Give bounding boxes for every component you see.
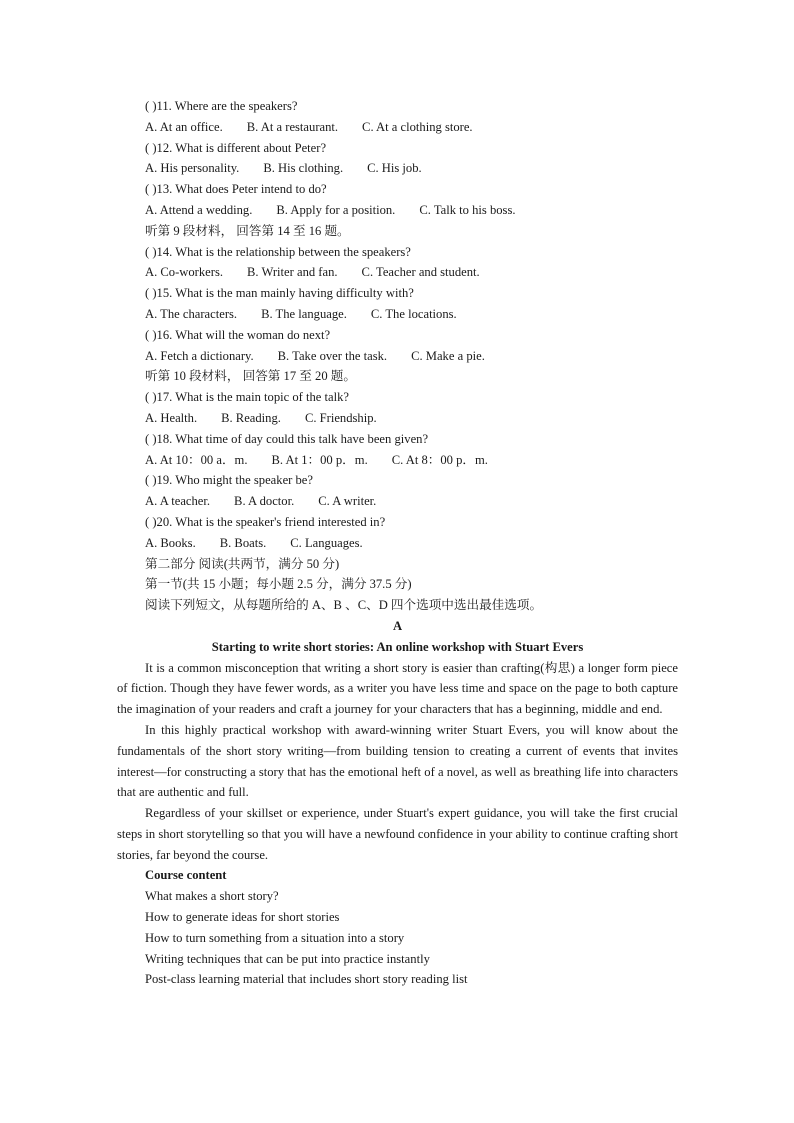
section-9-heading: 听第 9 段材料， 回答第 14 至 16 题。 [145, 223, 350, 238]
option-b: B. Boats. [219, 535, 267, 550]
list-item: What makes a short story? [145, 889, 279, 904]
question-options [117, 533, 678, 554]
list-item: Writing techniques that can be put into practice instantly [145, 951, 430, 966]
option-c: C. At a clothing store. [362, 119, 473, 134]
question-14 [117, 242, 678, 284]
question-stem: ( )13. What does Peter intend to do? [145, 182, 327, 197]
question-stem: ( )19. Who might the speaker be? [145, 473, 313, 488]
option-c: C. A writer. [318, 494, 377, 509]
question-19 [117, 470, 678, 512]
option-a: A. Fetch a dictionary. [145, 348, 254, 363]
course-content-list [117, 886, 678, 990]
passage-letter: A [392, 618, 403, 633]
option-c: C. The locations. [370, 306, 457, 321]
question-13 [117, 179, 678, 221]
question-11 [117, 96, 678, 138]
option-b: B. Writer and fan. [247, 265, 338, 280]
question-options [117, 262, 678, 283]
option-b: B. At 1：00 p．m. [271, 452, 368, 467]
question-15 [117, 283, 678, 325]
question-stem: ( )20. What is the speaker's friend interested in? [145, 514, 386, 529]
passage-paragraph-2: In this highly practical workshop with award-winning writer Stuart Evers, you will know about the fundamentals of the short story writing—from building tension to creating a current of events that invites interest—for constructing a story that has the emotional heft of a novel, as well as breathing life into characters that are authentic and full. [117, 722, 678, 800]
question-12 [117, 138, 678, 180]
question-18 [117, 429, 678, 471]
part-2-heading: 第二部分 阅读(共两节，满分 50 分) [145, 556, 340, 571]
option-a: A. The characters. [145, 306, 238, 321]
question-options [117, 491, 678, 512]
section-10-heading: 听第 10 段材料， 回答第 17 至 20 题。 [145, 369, 356, 384]
option-c: C. At 8：00 p．m. [391, 452, 488, 467]
option-c: C. Talk to his boss. [419, 202, 516, 217]
question-options [117, 304, 678, 325]
question-options [117, 346, 678, 367]
section-1-heading: 第一节(共 15 小题；每小题 2.5 分，满分 37.5 分) [145, 577, 412, 592]
question-stem: ( )16. What will the woman do next? [145, 327, 331, 342]
option-c: C. Friendship. [304, 410, 377, 425]
option-c: C. Languages. [290, 535, 363, 550]
question-stem: ( )14. What is the relationship between the speakers? [145, 244, 411, 259]
page-content [117, 96, 678, 990]
question-options [117, 450, 678, 471]
option-c: C. Teacher and student. [361, 265, 480, 280]
question-17 [117, 387, 678, 429]
option-b: B. Reading. [221, 410, 281, 425]
passage-paragraph-3: Regardless of your skillset or experience, under Stuart's expert guidance, you will take the first crucial steps in short storytelling so that you will have a newfound confidence in your ability to continue crafting short stories, far beyond the course. [117, 806, 678, 862]
list-item: How to turn something from a situation into a story [145, 930, 405, 945]
option-a: A. His personality. [145, 161, 240, 176]
option-a: A. At an office. [145, 119, 223, 134]
list-item: How to generate ideas for short stories [145, 910, 340, 925]
question-group-14-16 [117, 242, 678, 367]
list-item: Post-class learning material that includes short story reading list [145, 972, 468, 987]
question-group-11-13 [117, 96, 678, 221]
question-20 [117, 512, 678, 554]
question-16 [117, 325, 678, 367]
option-a: A. Books. [145, 535, 196, 550]
question-stem: ( )11. Where are the speakers? [145, 99, 298, 113]
passage-title: Starting to write short stories: An online workshop with Stuart Evers [211, 639, 584, 654]
option-c: C. Make a pie. [411, 348, 485, 363]
question-options [117, 408, 678, 429]
question-stem: ( )15. What is the man mainly having difficulty with? [145, 286, 414, 301]
course-content-heading: Course content [145, 868, 227, 883]
option-b: B. The language. [261, 306, 347, 321]
question-options [117, 117, 678, 138]
option-a: A. A teacher. [145, 494, 211, 509]
option-a: A. Attend a wedding. [145, 202, 253, 217]
option-b: B. At a restaurant. [246, 119, 339, 134]
reading-instruction: 阅读下列短文，从每题所给的 A、B 、C、D 四个选项中选出最佳选项。 [145, 598, 543, 613]
option-c: C. His job. [367, 161, 422, 176]
option-b: B. Apply for a position. [276, 202, 396, 217]
option-a: A. Health. [145, 410, 198, 425]
option-b: B. A doctor. [234, 494, 295, 509]
passage-paragraph-1: It is a common misconception that writing a short story is easier than crafting(构思) a longer form piece of fiction. Though they have fewer words, as a writer you have less time and space on the page to both capture the imagination of your readers and craft a journey for your characters that has a beginning, middle and end. [117, 660, 678, 717]
question-stem: ( )18. What time of day could this talk have been given? [145, 431, 429, 446]
question-stem: ( )12. What is different about Peter? [145, 140, 327, 155]
question-options [117, 200, 678, 221]
option-b: B. Take over the task. [277, 348, 388, 363]
option-b: B. His clothing. [263, 161, 344, 176]
question-group-17-20 [117, 387, 678, 553]
question-options [117, 158, 678, 179]
option-a: A. Co-workers. [145, 265, 223, 280]
option-a: A. At 10：00 a．m. [145, 452, 248, 467]
question-stem: ( )17. What is the main topic of the talk? [145, 390, 350, 405]
